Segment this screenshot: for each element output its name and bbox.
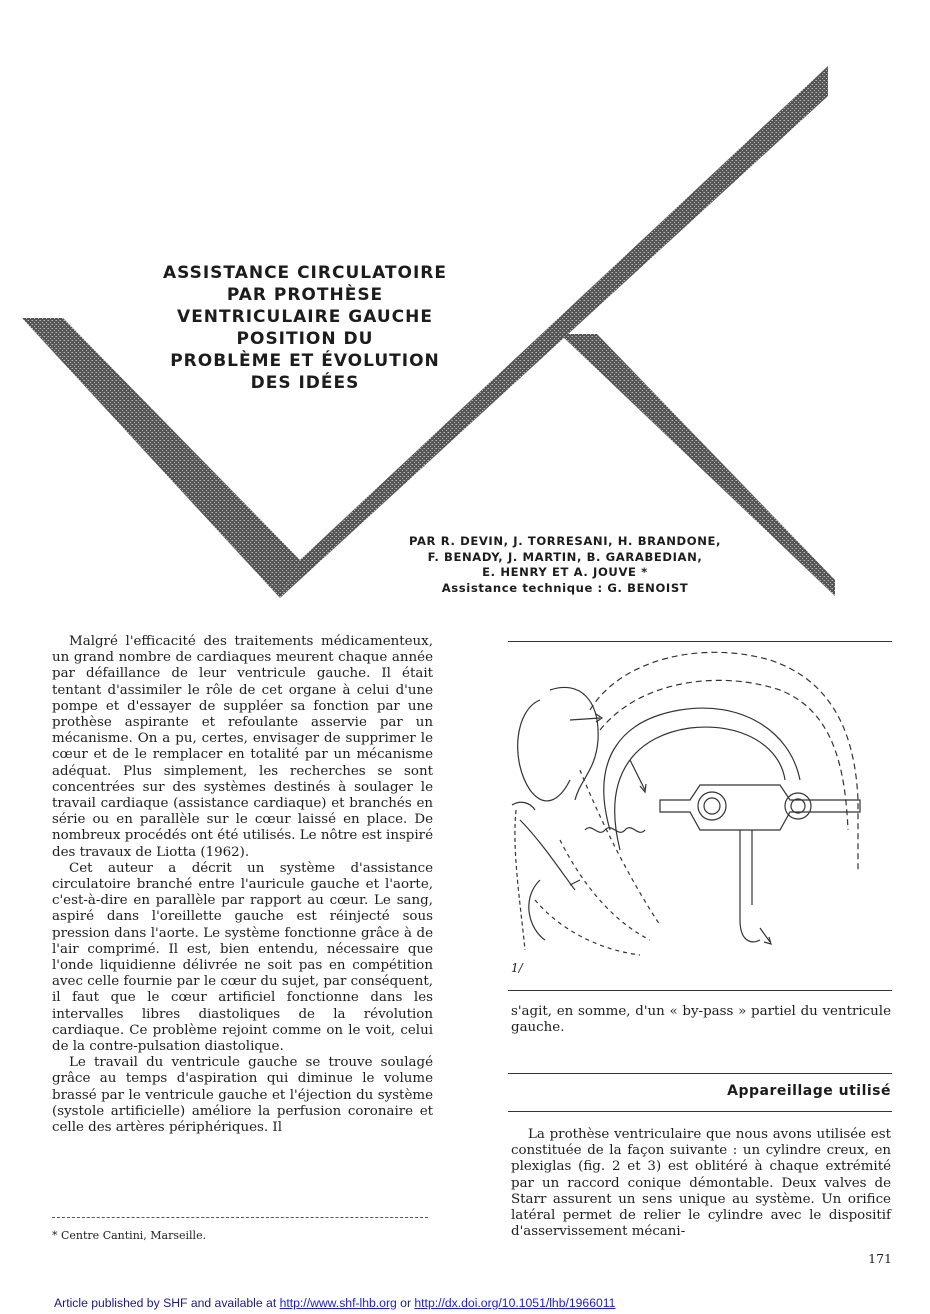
footnote-rule <box>52 1217 428 1218</box>
body-column-right-bottom <box>511 1127 891 1240</box>
figure-bottom-rule <box>508 990 892 991</box>
credit-middle: or <box>396 1296 415 1310</box>
doi-link[interactable]: http://dx.doi.org/10.1051/lhb/1966011 <box>414 1296 616 1310</box>
publisher-credit <box>54 1296 615 1310</box>
page-number: 171 <box>868 1251 892 1266</box>
title-line: PAR PROTHÈSE <box>226 285 384 305</box>
shf-lhb-link[interactable]: http://www.shf-lhb.org <box>279 1296 397 1310</box>
title-line: PROBLÈME ET ÉVOLUTION <box>170 351 440 371</box>
figure-label: 1/ <box>511 961 523 975</box>
paragraph: Cet auteur a décrit un système d'assistance circulatoire branché entre l'auricule gauche et l'aorte, c'est-à-dire en parallèle par rapport au cœur. Le sang, aspiré dans l'oreillette gauche est réinjecté sous pression dans l'aorte. Le système fonctionne grâce à de l'air comprimé. Il est, bien entendu, nécessaire que l'onde liquidienne délivrée ne soit pas en compétition avec celle fournie par le cœur du sujet, par conséquent, il faut que le cœur artificiel fonctionne dans les intervalles libres diastoliques de la révolution cardiaque. Ce problème rejoint comme on le voit, celui de la contre-pulsation diastolique. <box>52 860 433 1055</box>
paragraph: s'agit, en somme, d'un « by-pass » partiel du ventricule gauche. <box>511 1004 891 1036</box>
body-column-right-top <box>511 1004 891 1036</box>
paragraph: Malgré l'efficacité des traitements médicamenteux, un grand nombre de cardiaques meurent chaque année par défaillance de leur ventricule gauche. Il était tentant d'assimiler le rôle de cet organe à celui d'une pompe et d'essayer de suppléer sa fonction par une prothèse aspirante et refoulante asservie par un mécanisme. On a pu, certes, envisager de supprimer le cœur et de le remplacer en totalité par un mécanisme adéquat. Plus simplement, les recherches se sont concentrées sur des systèmes destinés à soulager le travail cardiaque (assistance cardiaque) et branchés en série ou en parallèle sur le cœur laissé en place. De nombreux procédés ont été utilisés. Le nôtre est inspiré des travaux de Liotta (1962). <box>52 634 433 860</box>
paragraph: La prothèse ventriculaire que nous avons utilisée est constituée de la façon suivante : un cylindre creux, en plexiglas (fig. 2 et 3) est oblitéré à chaque extrémité par un raccord conique démontable. Deux valves de Starr assurent un sens unique au système. Un orifice latéral permet de relier le cylindre avec le dispositif d'asservissement mécani- <box>511 1127 891 1240</box>
technical-assistance-line: Assistance technique : G. BENOIST <box>441 580 689 595</box>
paragraph: Le travail du ventricule gauche se trouve soulagé grâce au temps d'aspiration qui diminue le volume brassé par le ventricule gauche et l'éjection du système (systole artificielle) améliore la perfusion coronaire et celle des artères périphériques. Il <box>52 1055 433 1136</box>
footnote: * Centre Cantini, Marseille. <box>52 1229 207 1242</box>
credit-prefix: Article published by SHF and available at <box>54 1296 280 1310</box>
section-top-rule <box>508 1073 892 1074</box>
section-bottom-rule <box>508 1111 892 1112</box>
author-line: E. HENRY ET A. JOUVE * <box>482 565 648 579</box>
title-line: ASSISTANCE CIRCULATOIRE <box>162 263 448 283</box>
author-line: PAR R. DEVIN, J. TORRESANI, H. BRANDONE, <box>408 534 722 548</box>
section-heading: Appareillage utilisé <box>727 1083 891 1099</box>
title-line: DES IDÉES <box>250 373 360 393</box>
author-line: F. BENADY, J. MARTIN, B. GARABEDIAN, <box>427 549 703 564</box>
title-line: VENTRICULAIRE GAUCHE <box>177 307 433 327</box>
title-line: POSITION DU <box>236 329 374 349</box>
